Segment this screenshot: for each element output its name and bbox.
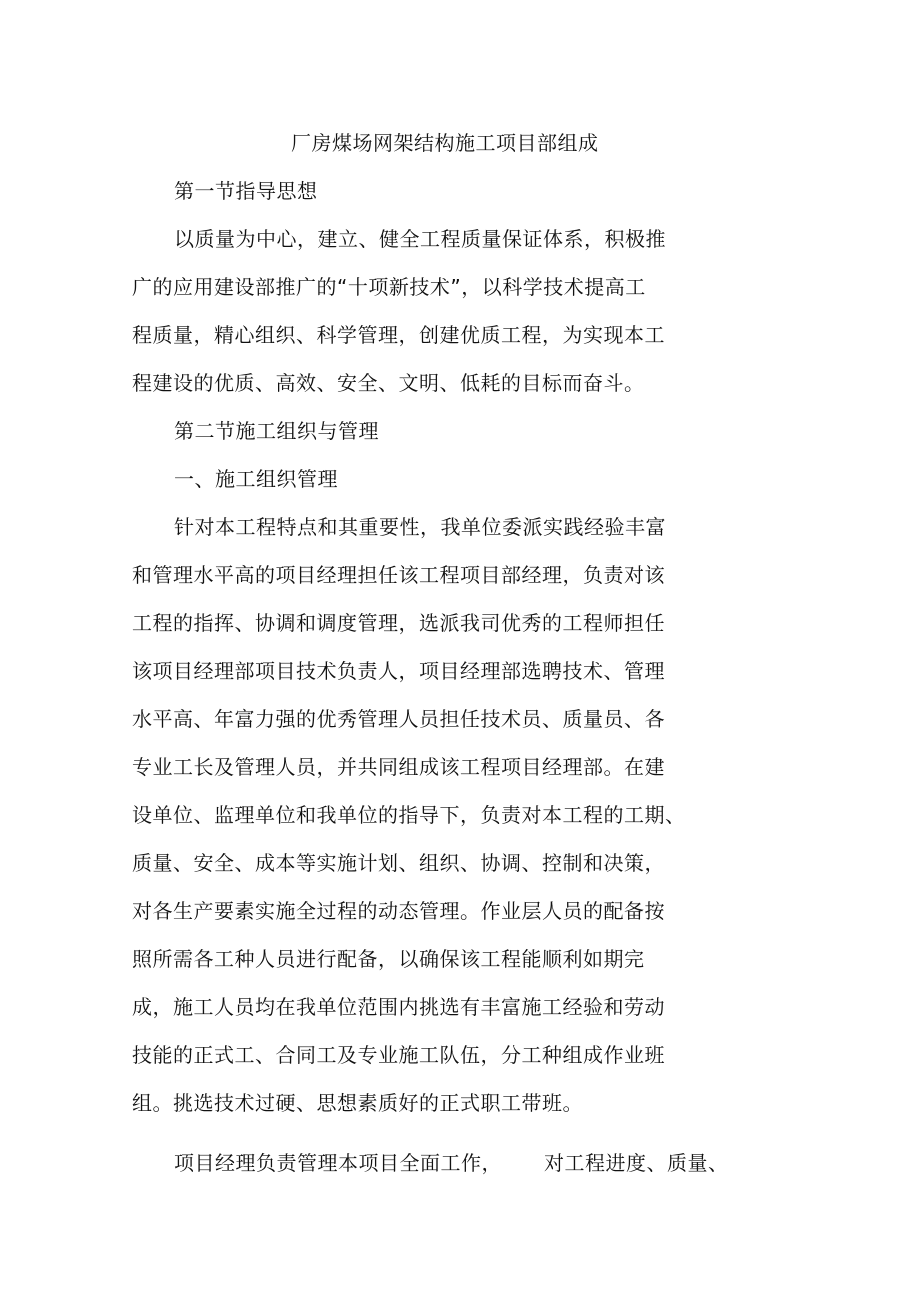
paragraph-line: 程质量，精心组织、科学管理，创建优质工程，为实现本工 [132,323,665,347]
paragraph-line: 成，施工人员均在我单位范围内挑选有丰富施工经验和劳动 [132,995,665,1019]
paragraph-line: 组。挑选技术过硬、思想素质好的正式职工带班。 [132,1091,583,1115]
paragraph-line: 和管理水平高的项目经理担任该工程项目部经理，负责对该 [132,563,665,587]
paragraph-line: 该项目经理部项目技术负责人，项目经理部选聘技术、管理 [132,659,665,683]
paragraph-line: 专业工长及管理人员，并共同组成该工程项目经理部。在建 [132,755,665,779]
paragraph-line: 程建设的优质、高效、安全、文明、低耗的目标而奋斗。 [132,371,645,395]
paragraph-line-tail: 对工程进度、质量、 [544,1151,729,1175]
paragraph-line: 技能的正式工、合同工及专业施工队伍，分工种组成作业班 [132,1043,665,1067]
paragraph-line: 以质量为中心，建立、健全工程质量保证体系，积极推 [174,227,666,251]
paragraph-last-line [174,1150,729,1176]
paragraph-line: 工程的指挥、协调和调度管理，选派我司优秀的工程师担任 [132,611,665,635]
document-title: 厂房煤场网架结构施工项目部组成 [291,131,599,155]
paragraph-line: 质量、安全、成本等实施计划、组织、协调、控制和决策， [132,851,665,875]
paragraph-line: 设单位、监理单位和我单位的指导下，负责对本工程的工期、 [132,803,686,827]
paragraph-line-start: 项目经理负责管理本项目全面工作， [174,1151,502,1175]
paragraph-line: 对各生产要素实施全过程的动态管理。作业层人员的配备按 [132,899,665,923]
section-heading-1: 第一节指导思想 [174,179,318,203]
paragraph-line: 水平高、年富力强的优秀管理人员担任技术员、质量员、各 [132,707,665,731]
section-heading-2: 第二节施工组织与管理 [174,419,379,443]
paragraph-line: 照所需各工种人员进行配备，以确保该工程能顺利如期完 [132,947,645,971]
subsection-heading: 一、施工组织管理 [174,467,338,491]
paragraph-line: 广的应用建设部推广的“十项新技术”，以科学技术提高工 [132,275,646,299]
paragraph-line: 针对本工程特点和其重要性，我单位委派实践经验丰富 [174,515,666,539]
